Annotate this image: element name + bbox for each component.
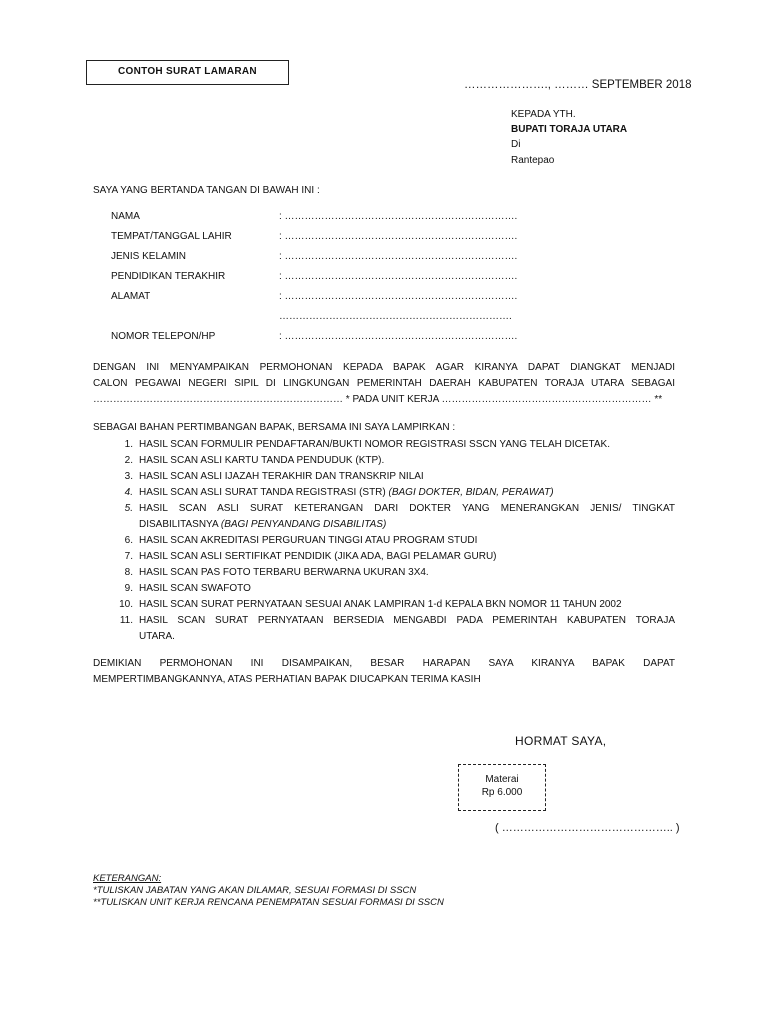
- list-item-text: HASIL SCAN SWAFOTO: [139, 583, 251, 594]
- list-item-number: 11.: [119, 615, 133, 626]
- stamp-label: Materai: [485, 774, 519, 785]
- list-item: [93, 565, 675, 581]
- list-item-number: 8.: [124, 567, 133, 578]
- recipient-line-4: Rantepao: [511, 155, 555, 166]
- list-item: [93, 485, 675, 501]
- list-item-text: HASIL SCAN SURAT PERNYATAAN SESUAI ANAK LAMPIRAN 1-d KEPALA BKN NOMOR 11 TAHUN 2002: [139, 599, 622, 610]
- list-item-text: HASIL SCAN ASLI IJAZAH TERAKHIR DAN TRANSKRIP NILAI: [139, 471, 424, 482]
- list-item-text: HASIL SCAN ASLI KARTU TANDA PENDUDUK (KTP).: [139, 455, 385, 466]
- list-item-number: 1.: [124, 439, 133, 450]
- notes-heading: KETERANGAN:: [93, 873, 162, 884]
- signature-name-placeholder: ( ……………………………………….. ): [495, 822, 680, 834]
- list-item: [93, 613, 675, 645]
- list-item: [93, 501, 675, 533]
- closing-paragraph: [93, 656, 675, 688]
- list-item-note: (BAGI PENYANDANG DISABILITAS): [220, 519, 387, 530]
- attachments-intro: SEBAGAI BAHAN PERTIMBANGAN BAPAK, BERSAMA INI SAYA LAMPIRKAN :: [93, 422, 456, 433]
- list-item-text: HASIL SCAN FORMULIR PENDAFTARAN/BUKTI NOMOR REGISTRASI SSCN YANG TELAH DICETAK.: [139, 439, 611, 450]
- list-item-note: (BAGI DOKTER, BIDAN, PERAWAT): [388, 487, 554, 498]
- letter-date: …………………., ……… SEPTEMBER 2018: [464, 79, 692, 91]
- list-item-number: 10.: [119, 599, 133, 610]
- list-item: [93, 597, 675, 613]
- list-item-text: HASIL SCAN AKREDITASI PERGURUAN TINGGI ATAU PROGRAM STUDI: [139, 535, 478, 546]
- list-item-main-text: DISABILITASNYA: [139, 519, 219, 530]
- list-item-number: 2.: [124, 455, 133, 466]
- list-item: [93, 549, 675, 565]
- list-item-number: 4.: [124, 487, 133, 498]
- note-1: *TULISKAN JABATAN YANG AKAN DILAMAR, SESUAI FORMASI DI SSCN: [93, 885, 417, 896]
- list-item-text-continued: UTARA.: [139, 631, 175, 642]
- field-value-address-2: …………………………………………………………….: [279, 311, 512, 322]
- recipient-line-1: KEPADA YTH.: [511, 109, 576, 120]
- list-item: [93, 469, 675, 485]
- list-item: [93, 437, 675, 453]
- list-item: [93, 581, 675, 597]
- list-item-main-text: HASIL SCAN ASLI SURAT TANDA REGISTRASI (STR): [139, 487, 386, 498]
- request-line-3: ………………………………………………………………… * PADA UNIT KERJA ……………………………………………………… **: [93, 394, 663, 405]
- document-title: CONTOH SURAT LAMARAN: [118, 66, 257, 77]
- field-label-education: PENDIDIKAN TERAKHIR: [111, 271, 226, 282]
- closing-greeting: HORMAT SAYA,: [515, 734, 607, 748]
- list-item-text-continued: [139, 517, 675, 533]
- list-item-text: HASIL SCAN ASLI SERTIFIKAT PENDIDIK (JIKA ADA, BAGI PELAMAR GURU): [139, 551, 497, 562]
- field-label-name: NAMA: [111, 211, 140, 222]
- field-label-address: ALAMAT: [111, 291, 151, 302]
- stamp-box: [458, 764, 546, 811]
- request-paragraph: [93, 360, 675, 408]
- recipient-line-2: BUPATI TORAJA UTARA: [511, 124, 628, 135]
- note-2: **TULISKAN UNIT KERJA RENCANA PENEMPATAN SESUAI FORMASI DI SSCN: [93, 897, 444, 908]
- request-line-2: CALON PEGAWAI NEGERI SIPIL DI LINGKUNGAN PEMERINTAH DAERAH KABUPATEN TORAJA UTARA SEBAGAI: [93, 378, 675, 389]
- list-item: [93, 453, 675, 469]
- request-line-1: DENGAN INI MENYAMPAIKAN PERMOHONAN KEPADA BAPAK AGAR KIRANYA DAPAT DIANGKAT MENJADI: [93, 362, 675, 373]
- list-item-text: HASIL SCAN ASLI SURAT KETERANGAN DARI DOKTER YANG MENERANGKAN JENIS/ TINGKAT: [139, 503, 675, 514]
- field-value-birth: : …………………………………………………………….: [279, 231, 518, 242]
- list-item-text: HASIL SCAN PAS FOTO TERBARU BERWARNA UKURAN 3X4.: [139, 567, 429, 578]
- closing-line-2: MEMPERTIMBANGKANNYA, ATAS PERHATIAN BAPAK DIUCAPKAN TERIMA KASIH: [93, 674, 481, 685]
- field-label-birth: TEMPAT/TANGGAL LAHIR: [111, 231, 232, 242]
- document-title-box: [86, 60, 289, 85]
- list-item-number: 5.: [124, 503, 133, 514]
- recipient-line-3: Di: [511, 139, 521, 150]
- field-label-gender: JENIS KELAMIN: [111, 251, 187, 262]
- list-item-text: [139, 485, 675, 501]
- list-item-number: 9.: [124, 583, 133, 594]
- closing-line-1: DEMIKIAN PERMOHONAN INI DISAMPAIKAN, BESAR HARAPAN SAYA KIRANYA BAPAK DAPAT: [93, 658, 675, 669]
- intro-text: SAYA YANG BERTANDA TANGAN DI BAWAH INI :: [93, 185, 320, 196]
- field-value-phone: : …………………………………………………………….: [279, 331, 518, 342]
- field-value-gender: : …………………………………………………………….: [279, 251, 518, 262]
- list-item: [93, 533, 675, 549]
- list-item-number: 7.: [124, 551, 133, 562]
- stamp-value: Rp 6.000: [481, 787, 523, 798]
- list-item-number: 6.: [124, 535, 133, 546]
- list-item-text: HASIL SCAN SURAT PERNYATAAN BERSEDIA MENGABDI PADA PEMERINTAH KABUPATEN TORAJA: [139, 615, 675, 626]
- field-value-address: : …………………………………………………………….: [279, 291, 518, 302]
- field-value-education: : …………………………………………………………….: [279, 271, 518, 282]
- field-label-phone: NOMOR TELEPON/HP: [111, 331, 216, 342]
- attachments-list: [93, 437, 675, 645]
- field-value-name: : …………………………………………………………….: [279, 211, 518, 222]
- list-item-number: 3.: [124, 471, 133, 482]
